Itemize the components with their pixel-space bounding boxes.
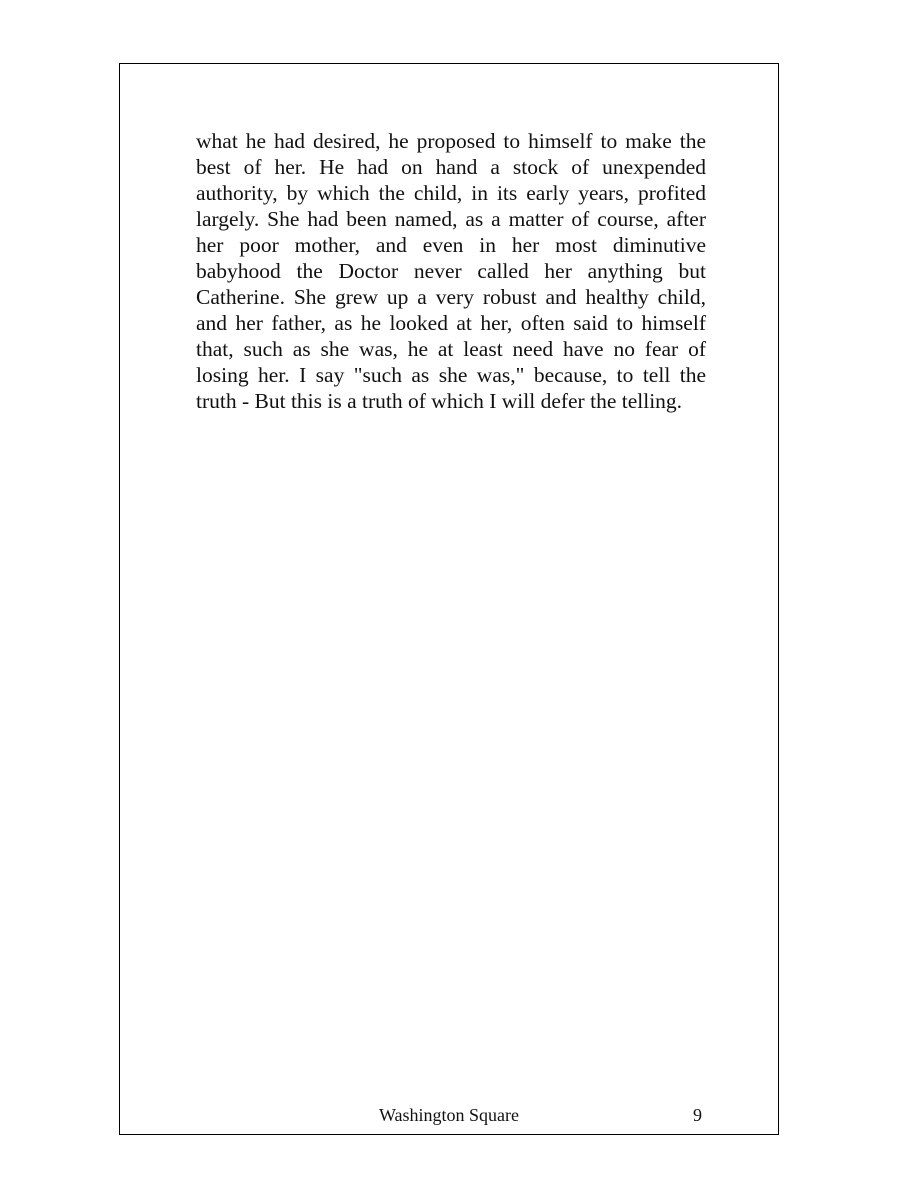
footer-page-number: 9 (693, 1105, 702, 1125)
footer-book-title: Washington Square (378, 1105, 520, 1125)
body-paragraph: what he had desired, he proposed to himself to make the best of her. He had on hand a stock of unexpended authority, by which the child, in its early years, profited largely. She had been named, as a matter of course, after her poor mother, and even in her most diminutive babyhood the Doctor never called her anything but Catherine. She grew up a very robust and healthy child, and her father, as he looked at her, often said to himself that, such as she was, he at least need have no fear of losing her. I say "such as she was," because, to tell the truth - But this is a truth of which I will defer the telling. (196, 129, 706, 413)
page-frame (119, 63, 779, 1135)
